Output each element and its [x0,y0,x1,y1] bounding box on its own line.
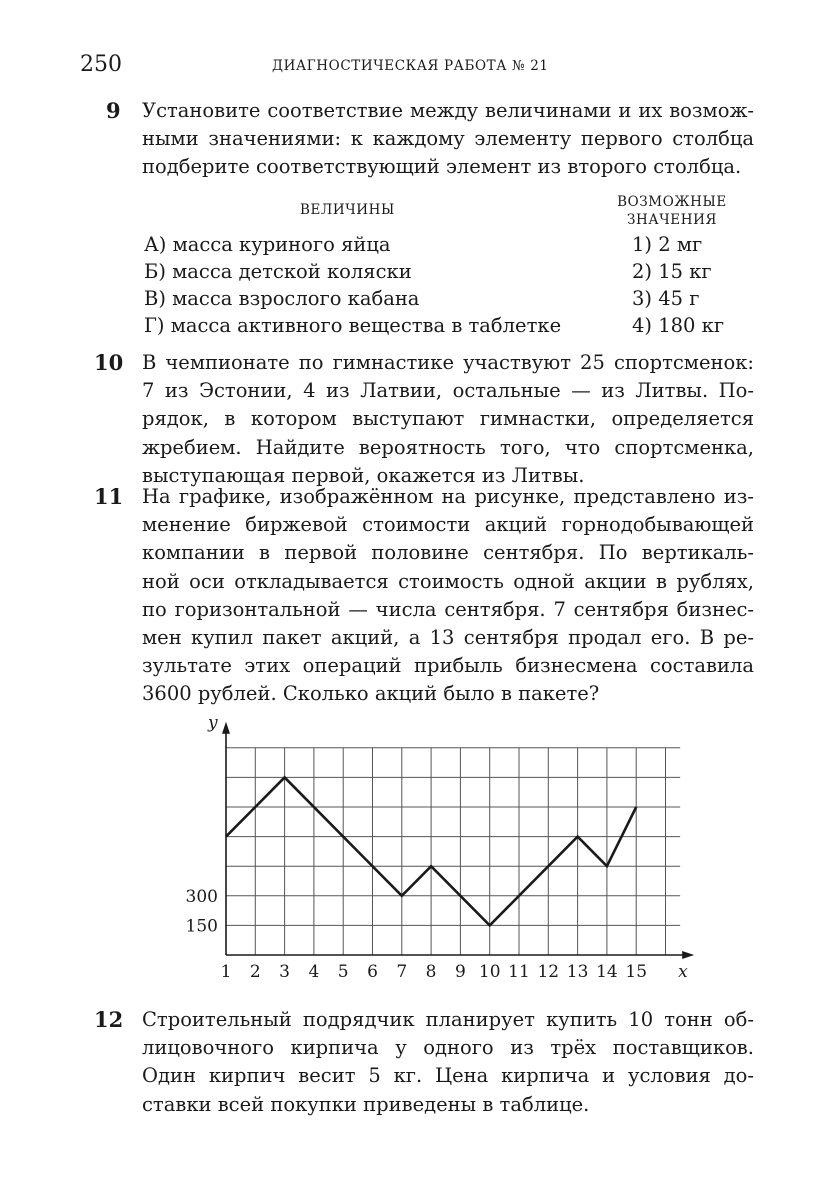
x-tick-label: 10 [478,962,501,982]
task-11-line: по горизонтальной — числа сентября. 7 сентября бизнес- [142,597,754,621]
x-tick-label: 15 [625,962,648,982]
task-11-line: менение биржевой стоимости акций горнодобывающей [142,513,754,537]
task-11-line: На графике, изображённом на рисунке, представлено из- [142,485,754,508]
task-11-line: компании в первой половине сентября. По вертикаль- [142,541,754,565]
y-axis-arrow [222,722,230,734]
task-11-line: 3600 рублей. Сколько акций было в пакете? [142,682,600,706]
values-header-line: ВОЗМОЖНЫЕ [617,194,727,210]
task-9-line: подберите соответствующий элемент из второго столбца. [142,155,742,179]
x-tick-label: 12 [537,962,560,982]
task-10-number: 10 [94,350,124,375]
task-12-text [142,1006,754,1119]
quantity-item-v: В) масса взрослого кабана [144,287,420,310]
x-tick-label: 5 [337,962,349,982]
quantities-column-header: ВЕЛИЧИНЫ [300,202,395,218]
task-9-line: Установите соответствие между величинами и их возмож- [142,99,754,122]
task-12-line: лицовочного кирпича у одного из трёх поставщиков. [142,1036,754,1060]
quantity-item-a: А) масса куриного яйца [144,233,391,256]
x-tick-label: 8 [425,962,437,982]
task-12-line: Один кирпич весит 5 кг. Цена кирпича и условия до- [142,1064,754,1088]
chart-grid [226,748,680,955]
values-header-line: ЗНАЧЕНИЯ [627,212,717,228]
value-item-2: 2) 15 кг [632,260,712,283]
task-11-line: зультате этих операций прибыль бизнесмена составила [142,654,754,678]
x-tick-label: 1 [220,962,232,982]
task-9-number: 9 [106,98,121,123]
value-item-1: 1) 2 мг [632,233,703,256]
x-tick-label: 14 [596,962,618,982]
value-item-4: 4) 180 кг [632,314,725,337]
quantity-item-b: Б) масса детской коляски [144,260,412,283]
y-axis-label: y [208,712,218,733]
task-10-line: 7 из Эстонии, 4 из Латвии, остальные — из Литвы. По- [142,379,754,403]
chart-axes [222,722,694,959]
task-12-line: ставки всей покупки приведены в таблице. [142,1092,590,1116]
page-number: 250 [80,52,122,77]
x-tick-label: 7 [396,962,408,982]
task-10-line: выступающая первой, окажется из Литвы. [142,463,585,487]
task-12-line: Строительный подрядчик планирует купить 10 тонн об- [142,1008,754,1031]
x-tick-label: 2 [249,962,261,982]
y-tick-label: 300 [185,886,218,907]
x-tick-label: 6 [367,962,378,982]
x-tick-label: 9 [454,962,466,982]
running-title: ДИАГНОСТИЧЕСКАЯ РАБОТА № 21 [272,58,549,74]
x-tick-label: 3 [279,962,291,982]
task-12-number: 12 [94,1007,124,1032]
x-axis-label: x [678,962,688,982]
task-10-line: жребием. Найдите вероятность того, что спортсменка, [142,435,754,459]
x-tick-label: 13 [566,962,589,982]
task-10-line: рядок, в котором выступают гимнастки, определяется [142,407,754,431]
task-9-line: ными значениями: к каждому элементу первого столбца [142,127,754,151]
x-tick-label: 4 [308,962,320,982]
task-11-line: мен купил пакет акций, а 13 сентября продал его. В ре- [142,626,754,650]
value-item-3: 3) 45 г [632,287,700,310]
task-11-number: 11 [94,484,124,509]
chart-labels [186,713,689,982]
x-tick-label: 11 [508,962,530,982]
task-10-line: В чемпионате по гимнастике участвуют 25 спортсменок: [142,351,754,374]
task-11-line: ной оси откладывается стоимость одной акции в рублях, [142,569,754,593]
quantity-item-g: Г) масса активного вещества в таблетке [144,314,562,337]
y-tick-label: 150 [185,916,218,937]
x-axis-arrow [682,951,694,959]
